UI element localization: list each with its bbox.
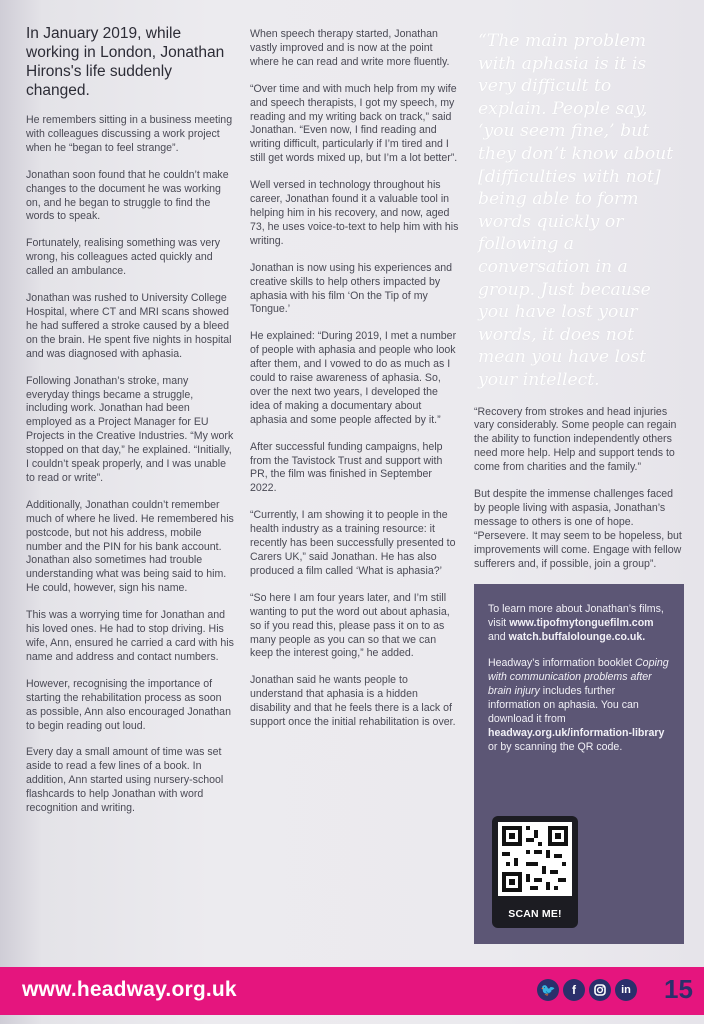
body-paragraph: However, recognising the importance of starting the rehabilitation process as soon as possible, Ann also encouraged Jonathan to begin reading out loud. bbox=[26, 677, 231, 732]
page-number: 15 bbox=[664, 974, 693, 1004]
body-paragraph: “So here I am four years later, and I’m still wanting to put the word out about aphasia, so if you read this, please pass it on to as many people as you can so that we can keep the interest going,” he added. bbox=[250, 591, 450, 660]
qr-code[interactable] bbox=[492, 816, 578, 928]
qr-label: SCAN ME! bbox=[508, 908, 562, 920]
body-paragraph: He remembers sitting in a business meeting with colleagues discussing a work project when he “began to feel strange”. bbox=[26, 114, 233, 154]
body-paragraph: When speech therapy started, Jonathan vastly improved and is now at the point where he can read and write more fluently. bbox=[250, 28, 450, 68]
article-column-3 bbox=[474, 0, 684, 584]
headway-website-link[interactable]: www.headway.org.uk bbox=[22, 978, 237, 1001]
booklet-mid-text: includes further information on aphasia. You can download it from bbox=[488, 685, 639, 725]
body-paragraph: After successful funding campaigns, help from the Tavistock Trust and support with PR, the film was finished in September 2022. bbox=[250, 440, 443, 495]
article-column-2 bbox=[250, 0, 460, 743]
booklet-info bbox=[488, 656, 670, 754]
qr-pattern bbox=[498, 822, 572, 896]
body-paragraph: Additionally, Jonathan couldn’t remember much of where he lived. He remembered his postcode, but not his address, mobile number and the PIN for his bank account. Jonathan also sometimes had trouble understanding what was being said to him. He could, however, sign his name. bbox=[26, 498, 234, 595]
intro-paragraph: In January 2019, while working in London, Jonathan Hirons's life suddenly changed. bbox=[26, 25, 225, 99]
body-paragraph: Well versed in technology throughout his career, Jonathan found it a valuable tool in helping him in his recovery, and now, aged 73, he uses voice-to-text to help him with his writing. bbox=[250, 179, 459, 247]
twitter-icon[interactable]: 🐦 bbox=[537, 979, 559, 1001]
body-paragraph: But despite the immense challenges faced by people living with aspasia, Jonathan’s message to others is one of hope. “Persevere. It may seem to be hopeless, but improvements will come. Engage with fellow sufferers and, if possible, join a group”. bbox=[474, 488, 682, 570]
film-link-buffalolounge[interactable]: watch.buffalolounge.co.uk. bbox=[508, 631, 646, 643]
body-paragraph: “Over time and with much help from my wife and speech therapists, I got my speech, my reading and my writing back on track,” said Jonathan. “Even now, I find reading and writing difficult, particularly if I’m tired and I still get words mixed up, but I’m a lot better”. bbox=[250, 82, 458, 165]
body-paragraph: “Currently, I am showing it to people in the health industry as a training resource: it recently has been successfully presented to Carers UK,” said Jonathan. He has also produced a film called ‘What is aphasia?’ bbox=[250, 509, 456, 577]
booklet-title: Coping with communication problems after brain injury bbox=[488, 657, 669, 697]
pull-quote: “The main problem with aphasia is it is very difficult to explain. People say, ‘you seem fine,’ but they don’t know about [difficulties with not] being able to form words quickly or following a conversation in a group. Just because you have lost your words, it does not mean you have lost your intellect. bbox=[478, 31, 674, 390]
body-paragraph: Fortunately, realising something was very wrong, his colleagues acted quickly and called an ambulance. bbox=[26, 237, 221, 278]
body-paragraph: This was a worrying time for Jonathan and his loved ones. He had to stop driving. His wife, Ann, ensured he carried a card with his name and address and contact numbers. bbox=[26, 609, 234, 663]
instagram-icon[interactable] bbox=[589, 979, 611, 1001]
booklet-end-text: or by scanning the QR code. bbox=[488, 741, 623, 753]
body-paragraph: Jonathan said he wants people to understand that aphasia is a hidden disability and that he feels there is a lack of support once the initial rehabilitation is over. bbox=[250, 674, 456, 729]
article-column-1 bbox=[26, 0, 234, 829]
body-paragraph: Following Jonathan’s stroke, many everyday things became a struggle, including work. Jonathan had been employed as a Project Manager for EU Projects in the Creative Industries. “My work stopped on that day,” he explained. “Initially, I couldn’t speak properly, and I was unable to read or write”. bbox=[26, 374, 234, 484]
body-paragraph: Every day a small amount of time was set aside to read a few lines of a book. In addition, Ann started using nursery-school flashcards to help Jonathan with word recognition and writing. bbox=[26, 746, 224, 815]
films-intro-text: To learn more about Jonathan’s films, visit bbox=[488, 603, 664, 629]
info-box bbox=[474, 584, 684, 944]
body-paragraph: Jonathan soon found that he couldn’t make changes to the document he was working on, and he began to struggle to find the words to speak. bbox=[26, 168, 229, 223]
films-info bbox=[488, 602, 670, 644]
body-paragraph: Jonathan is now using his experiences and creative skills to help others impacted by aphasia with his film ‘On the Tip of my Tongue.’ bbox=[250, 261, 453, 316]
information-library-link[interactable]: headway.org.uk/information-library bbox=[488, 727, 665, 739]
body-paragraph: Jonathan was rushed to University College Hospital, where CT and MRI scans showed he had suffered a stroke caused by a bleed on the brain. He spent five nights in hospital and was diagnosed with aphasia. bbox=[26, 292, 232, 360]
body-paragraph: “Recovery from strokes and head injuries vary considerably. Some people can regain the ability to function independently others need more help. Help and support tends to come from charities and the family.” bbox=[474, 405, 677, 474]
facebook-icon[interactable]: f bbox=[563, 979, 585, 1001]
and-text: and bbox=[488, 631, 506, 643]
footer-bar bbox=[0, 967, 704, 1015]
film-link-tipofmytongue[interactable]: www.tipofmytonguefilm.com bbox=[509, 617, 654, 629]
booklet-intro-text: Headway’s information booklet bbox=[488, 657, 633, 669]
linkedin-icon[interactable]: in bbox=[615, 979, 637, 1001]
body-paragraph: He explained: “During 2019, I met a number of people with aphasia and people who look after them, and I vowed to do as much as I could to raise awareness of aphasia. So, over the next two years, I developed the idea of making a documentary about aphasia and some people affected by it.” bbox=[250, 330, 457, 426]
